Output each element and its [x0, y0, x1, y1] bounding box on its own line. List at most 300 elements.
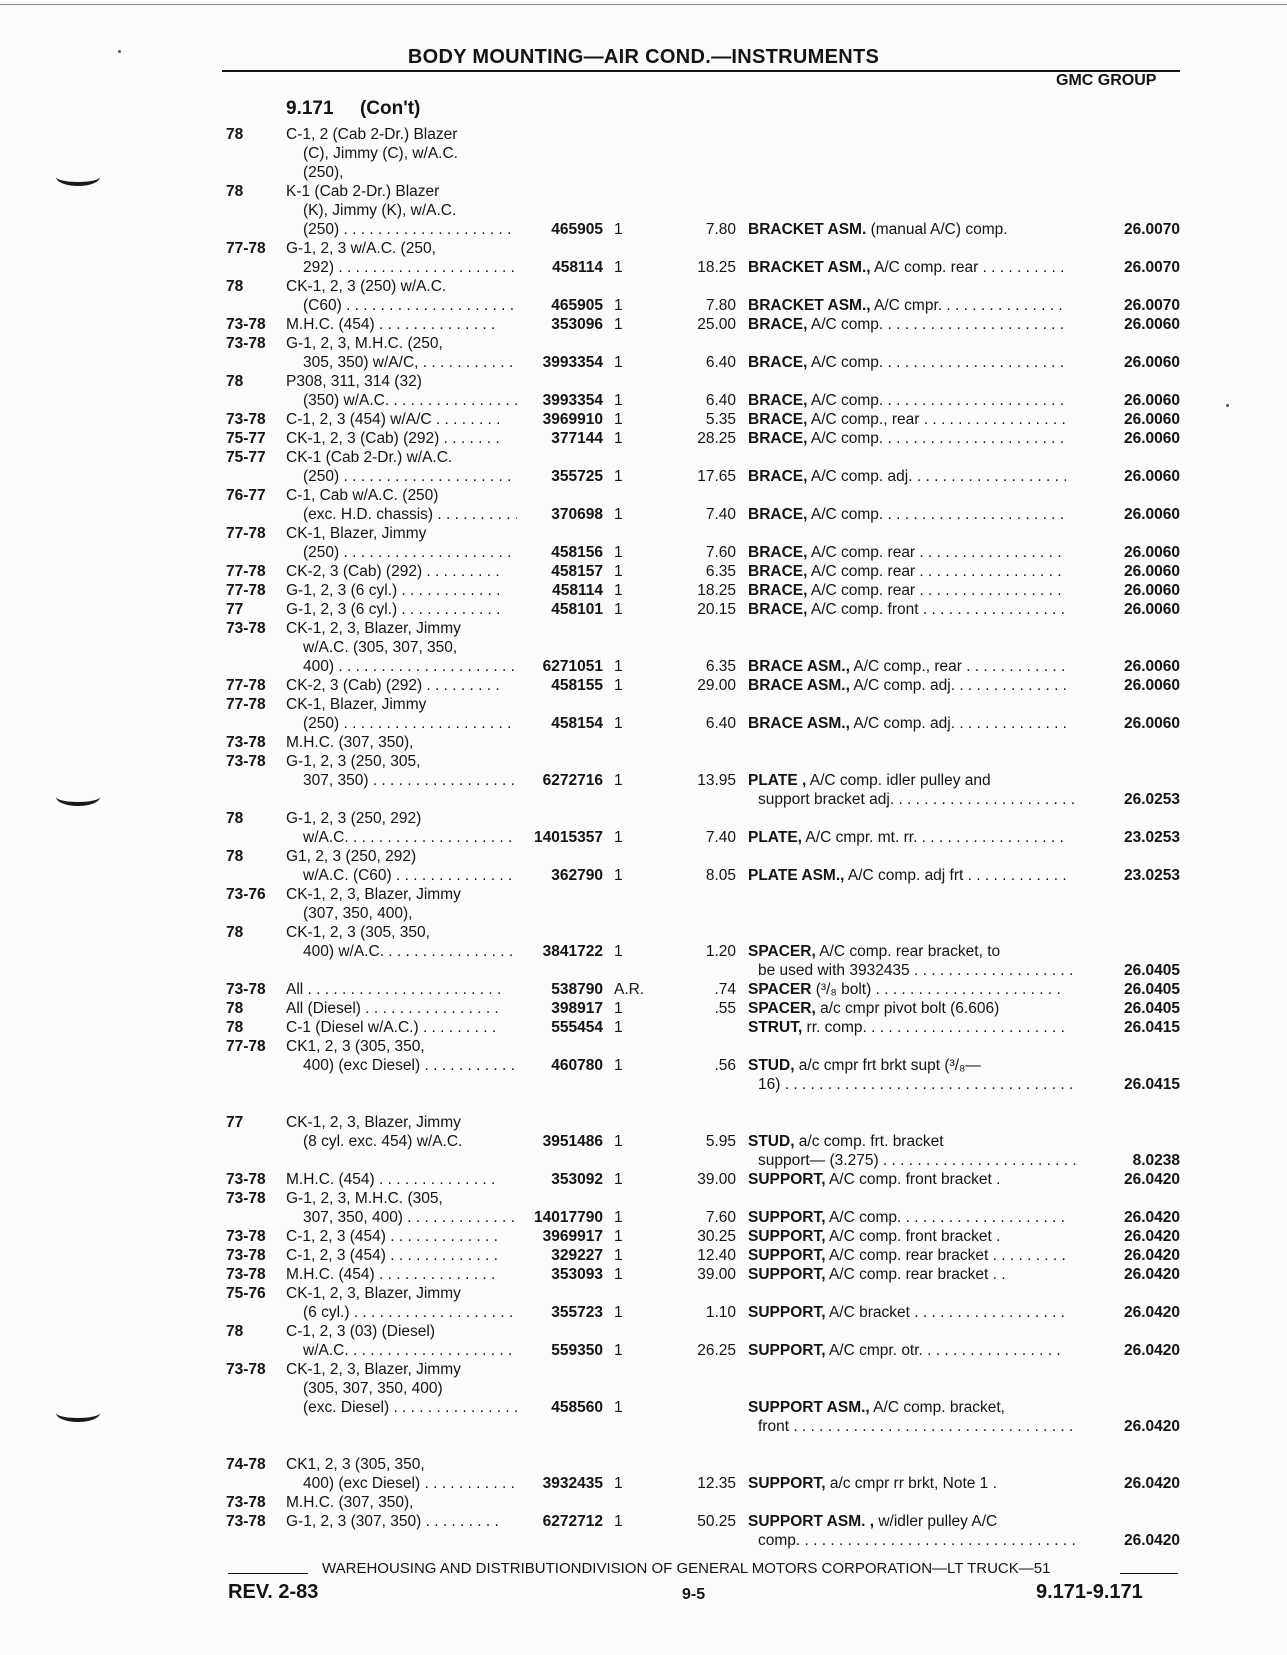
table-row — [0, 524, 1287, 543]
description — [748, 1474, 1066, 1493]
price: 7.80 — [705, 221, 736, 238]
price: 50.25 — [697, 1513, 736, 1530]
part-name: STRUT, — [748, 1019, 803, 1036]
quantity: 1 — [614, 943, 623, 960]
part-name: PLATE , — [748, 772, 807, 789]
description — [748, 1227, 1066, 1246]
price: 17.65 — [697, 468, 736, 485]
part-description: support bracket adj. — [758, 791, 895, 808]
application: CK-2, 3 (Cab) (292) . . . — [286, 562, 500, 581]
application: All (Diesel) . . . — [286, 999, 500, 1018]
model-year: 77-78 — [226, 582, 266, 599]
group-number: 26.0415 — [1123, 1019, 1180, 1036]
model-year: 73-78 — [226, 316, 266, 333]
part-description: A/C comp. rear — [807, 582, 916, 599]
parts-list — [0, 125, 1287, 1550]
description — [748, 258, 1066, 277]
table-row — [0, 714, 1287, 733]
quantity: 1 — [614, 430, 623, 447]
application: 307, 350) . . . — [286, 771, 517, 790]
application: M.H.C. (307, 350), — [286, 734, 414, 751]
revision-label: REV. 2-83 — [228, 1581, 319, 1603]
part-description: comp. — [758, 1532, 801, 1549]
model-year: 73-78 — [226, 411, 266, 428]
table-row — [0, 258, 1287, 277]
application: (307, 350, 400), — [303, 905, 413, 922]
part-number: 559350 — [551, 1342, 603, 1359]
table-row — [0, 980, 1287, 999]
model-year: 77-78 — [226, 525, 266, 542]
part-number: 458157 — [551, 563, 603, 580]
part-description: a/c cmpr pivot bolt (6.606) — [815, 1000, 1000, 1017]
table-row — [0, 676, 1287, 695]
price: 1.20 — [705, 943, 736, 960]
quantity: 1 — [614, 658, 623, 675]
model-year: 73-78 — [226, 1171, 266, 1188]
price: 29.00 — [697, 677, 736, 694]
part-description: A/C comp. rear — [870, 259, 979, 276]
model-year: 73-78 — [226, 1247, 266, 1264]
application: G-1, 2, 3 (6 cyl.) . . . — [286, 600, 500, 619]
part-name: SPACER, — [748, 1000, 816, 1017]
application: (305, 307, 350, 400) — [303, 1380, 443, 1397]
group-number: 26.0060 — [1123, 677, 1180, 694]
part-name: BRACE, — [748, 354, 808, 371]
price: 5.35 — [705, 411, 736, 428]
table-row — [0, 1075, 1287, 1094]
part-number: 355725 — [551, 468, 603, 485]
table-row — [0, 942, 1287, 961]
group-number: 26.0060 — [1123, 354, 1180, 371]
part-description: A/C comp. adj frt — [844, 867, 964, 884]
table-row — [0, 847, 1287, 866]
table-row — [0, 1284, 1287, 1303]
group-number: 26.0420 — [1123, 1247, 1180, 1264]
part-description: A/C comp. front — [807, 601, 919, 618]
application: CK-1, 2, 3, Blazer, Jimmy — [286, 620, 461, 637]
application: G-1, 2, 3, M.H.C. (305, — [286, 1190, 443, 1207]
application: (6 cyl.) . . . — [286, 1303, 517, 1322]
model-year: 77-78 — [226, 677, 266, 694]
table-row — [0, 1379, 1287, 1398]
table-row — [0, 828, 1287, 847]
section-range: 9.171-9.171 — [1036, 1581, 1143, 1603]
model-year: 73-78 — [226, 753, 266, 770]
application: (250) . . . — [286, 220, 517, 239]
description — [748, 999, 1066, 1018]
part-number: 355723 — [551, 1304, 603, 1321]
description — [748, 1208, 1066, 1227]
application: (exc. H.D. chassis) . . . — [286, 505, 517, 524]
model-year: 73-78 — [226, 1266, 266, 1283]
application: (K), Jimmy (K), w/A.C. — [303, 202, 457, 219]
description — [748, 771, 1066, 790]
part-description: A/C comp. bracket, — [869, 1399, 1005, 1416]
table-row — [0, 277, 1287, 296]
table-row — [0, 1037, 1287, 1056]
group-number: 26.0420 — [1123, 1228, 1180, 1245]
footer-text: WAREHOUSING AND DISTRIBUTIONDIVISION OF GENERAL MOTORS CORPORATION—LT TRUCK—51 — [322, 1560, 1051, 1577]
application: CK-1, Blazer, Jimmy — [286, 525, 427, 542]
table-row — [0, 866, 1287, 885]
table-row — [0, 638, 1287, 657]
quantity: 1 — [614, 1209, 623, 1226]
part-name: BRACE, — [748, 468, 808, 485]
part-number: 3993354 — [542, 354, 603, 371]
description — [748, 600, 1066, 619]
scan-top-edge — [0, 4, 1287, 5]
table-row — [0, 467, 1287, 486]
page-number: 9-5 — [682, 1586, 706, 1603]
model-year: 78 — [226, 1000, 244, 1017]
quantity: 1 — [614, 1247, 623, 1264]
quantity: A.R. — [614, 981, 645, 998]
group-number: 26.0405 — [1123, 981, 1180, 998]
group-number: 26.0070 — [1123, 259, 1180, 276]
part-description: A/C comp. idler pulley and — [806, 772, 991, 789]
description — [748, 714, 1066, 733]
application: 307, 350, 400) . . . — [286, 1208, 517, 1227]
quantity: 1 — [614, 1171, 623, 1188]
part-number: 370698 — [551, 506, 603, 523]
table-row — [0, 923, 1287, 942]
page-title: BODY MOUNTING—AIR COND.—INSTRUMENTS — [407, 46, 880, 68]
group-number: 26.0060 — [1123, 563, 1180, 580]
part-name: BRACE, — [748, 506, 808, 523]
quantity: 1 — [614, 1342, 623, 1359]
table-row — [0, 733, 1287, 752]
table-row — [0, 1151, 1287, 1170]
part-description: A/C cmpr. otr. — [825, 1342, 923, 1359]
table-row — [0, 1113, 1287, 1132]
application: CK-1, 2, 3 (305, 350, — [286, 924, 430, 941]
group-number: 26.0420 — [1123, 1171, 1180, 1188]
description — [748, 543, 1066, 562]
application: CK-1, 2, 3, Blazer, Jimmy — [286, 886, 461, 903]
table-row — [0, 1417, 1287, 1436]
part-name: SUPPORT, — [748, 1247, 826, 1264]
table-row — [0, 201, 1287, 220]
group-number: 8.0238 — [1132, 1152, 1180, 1169]
application: 400) (exc Diesel) . . . — [286, 1474, 517, 1493]
part-number: 353092 — [551, 1171, 603, 1188]
model-year: 78 — [226, 278, 244, 295]
table-row — [0, 543, 1287, 562]
part-number: 353096 — [551, 316, 603, 333]
group-number: 26.0420 — [1123, 1304, 1180, 1321]
part-number: 3951486 — [542, 1133, 603, 1150]
price: 25.00 — [697, 316, 736, 333]
description — [748, 315, 1066, 334]
model-year: 78 — [226, 810, 244, 827]
part-name: BRACE, — [748, 392, 808, 409]
price: 18.25 — [697, 582, 736, 599]
group-label: GMC GROUP — [1056, 72, 1157, 89]
price: 12.35 — [697, 1475, 736, 1492]
description — [748, 1417, 1076, 1436]
application: CK-1 (Cab 2-Dr.) w/A.C. — [286, 449, 453, 466]
group-number: 26.0060 — [1123, 506, 1180, 523]
description — [748, 1512, 1066, 1531]
part-description: A/C bracket — [825, 1304, 910, 1321]
part-description: A/C comp. adj. — [849, 715, 956, 732]
application: 400) w/A.C. . . . — [286, 942, 517, 961]
price: 12.40 — [697, 1247, 736, 1264]
price: 26.25 — [697, 1342, 736, 1359]
model-year: 77-78 — [226, 1038, 266, 1055]
table-row — [0, 1360, 1287, 1379]
price: .55 — [714, 1000, 736, 1017]
application: C-1, Cab w/A.C. (250) — [286, 487, 439, 504]
application: CK-2, 3 (Cab) (292) . . . — [286, 676, 500, 695]
part-description: A/C comp. — [825, 1209, 902, 1226]
table-row — [0, 904, 1287, 923]
group-number: 26.0405 — [1123, 1000, 1180, 1017]
table-row — [0, 1227, 1287, 1246]
table-row — [0, 1265, 1287, 1284]
quantity: 1 — [614, 354, 623, 371]
price: 1.10 — [705, 1304, 736, 1321]
part-name: SUPPORT ASM., — [748, 1399, 870, 1416]
table-row — [0, 353, 1287, 372]
table-row — [0, 809, 1287, 828]
price: .74 — [714, 981, 736, 998]
model-year: 78 — [226, 373, 244, 390]
model-year: 78 — [226, 126, 244, 143]
part-number: 3841722 — [542, 943, 603, 960]
application: CK1, 2, 3 (305, 350, — [286, 1038, 425, 1055]
model-year: 73-78 — [226, 1228, 266, 1245]
part-name: STUD, — [748, 1057, 795, 1074]
title-rule — [222, 70, 1180, 72]
application: 305, 350) w/A/C, . . . — [286, 353, 517, 372]
quantity: 1 — [614, 1057, 623, 1074]
price: 7.40 — [705, 829, 736, 846]
price: 6.40 — [705, 354, 736, 371]
quantity: 1 — [614, 544, 623, 561]
quantity: 1 — [614, 1019, 623, 1036]
part-description: a/c comp. frt. bracket — [794, 1133, 944, 1150]
description — [748, 828, 1066, 847]
part-description: A/C comp. — [807, 392, 884, 409]
part-name: SUPPORT, — [748, 1228, 826, 1245]
group-number: 26.0415 — [1123, 1076, 1180, 1093]
group-number: 26.0420 — [1123, 1475, 1180, 1492]
quantity: 1 — [614, 1266, 623, 1283]
description — [748, 790, 1076, 809]
price: 6.40 — [705, 392, 736, 409]
description — [748, 1303, 1066, 1322]
table-row — [0, 391, 1287, 410]
table-row — [0, 657, 1287, 676]
part-description: (³/₈ bolt) — [811, 981, 872, 998]
part-description: A/C comp. rear bracket, to — [815, 943, 1001, 960]
table-row — [0, 600, 1287, 619]
application: (8 cyl. exc. 454) w/A.C. — [303, 1133, 463, 1150]
application: CK1, 2, 3 (305, 350, — [286, 1456, 425, 1473]
table-row — [0, 239, 1287, 258]
table-row — [0, 505, 1287, 524]
group-number: 26.0060 — [1123, 544, 1180, 561]
quantity: 1 — [614, 715, 623, 732]
part-number: 3969917 — [542, 1228, 603, 1245]
description — [748, 1170, 1066, 1189]
table-row — [0, 448, 1287, 467]
price: 7.60 — [705, 544, 736, 561]
application: (exc. Diesel) . . . — [286, 1398, 517, 1417]
part-description: be used with 3932435 — [758, 962, 910, 979]
part-description: A/C comp. adj. — [849, 677, 956, 694]
description — [748, 1531, 1076, 1550]
application: (350) w/A.C. . . . — [286, 391, 517, 410]
application: w/A.C. . . . — [286, 828, 517, 847]
description — [748, 1056, 1066, 1075]
table-row — [0, 1455, 1287, 1474]
part-number: 6272716 — [542, 772, 603, 789]
application: w/A.C. . . . — [286, 1341, 517, 1360]
quantity: 1 — [614, 1133, 623, 1150]
model-year: 74-78 — [226, 1456, 266, 1473]
part-name: SUPPORT, — [748, 1304, 826, 1321]
part-number: 377144 — [551, 430, 603, 447]
application: (C), Jimmy (C), w/A.C. — [303, 145, 458, 162]
table-row — [0, 1056, 1287, 1075]
price: 18.25 — [697, 259, 736, 276]
footer-rule-left — [228, 1573, 308, 1574]
table-row — [0, 163, 1287, 182]
price: 7.80 — [705, 297, 736, 314]
part-name: BRACKET ASM. — [748, 221, 867, 238]
description — [748, 676, 1066, 695]
part-description: A/C comp. adj. — [807, 468, 913, 485]
quantity: 1 — [614, 829, 623, 846]
part-name: BRACE ASM., — [748, 658, 850, 675]
part-description: A/C comp., rear — [849, 658, 962, 675]
model-year: 78 — [226, 848, 244, 865]
table-row — [0, 1341, 1287, 1360]
application: P308, 311, 314 (32) — [286, 373, 422, 390]
table-row — [0, 315, 1287, 334]
group-number: 23.0253 — [1123, 867, 1180, 884]
model-year: 73-78 — [226, 1513, 266, 1530]
application: CK-1, 2, 3, Blazer, Jimmy — [286, 1114, 461, 1131]
description — [748, 581, 1066, 600]
model-year: 77 — [226, 601, 244, 618]
price: 7.40 — [705, 506, 736, 523]
description — [748, 1075, 1076, 1094]
table-row — [0, 1018, 1287, 1037]
part-name: BRACE, — [748, 601, 808, 618]
application: (250) . . . — [286, 714, 517, 733]
application: M.H.C. (307, 350), — [286, 1494, 414, 1511]
table-row — [0, 790, 1287, 809]
part-description: A/C comp. front bracket . — [825, 1228, 1001, 1245]
description — [748, 467, 1066, 486]
table-row — [0, 486, 1287, 505]
table-row — [0, 1531, 1287, 1550]
part-name: SUPPORT, — [748, 1266, 826, 1283]
model-year: 73-78 — [226, 620, 266, 637]
part-name: BRACE, — [748, 563, 808, 580]
table-row — [0, 1436, 1287, 1455]
application: (250), — [303, 164, 344, 181]
part-number: 14015357 — [534, 829, 603, 846]
part-number: 465905 — [551, 297, 603, 314]
part-description: A/C comp. — [807, 430, 884, 447]
part-name: STUD, — [748, 1133, 795, 1150]
price: 28.25 — [697, 430, 736, 447]
application: G-1, 2, 3 (6 cyl.) . . . — [286, 581, 500, 600]
quantity: 1 — [614, 1513, 623, 1530]
quantity: 1 — [614, 772, 623, 789]
application: w/A.C. (C60) . . . — [286, 866, 517, 885]
quantity: 1 — [614, 1399, 623, 1416]
table-row — [0, 1303, 1287, 1322]
quantity: 1 — [614, 316, 623, 333]
description — [748, 961, 1076, 980]
table-row — [0, 220, 1287, 239]
table-row — [0, 1246, 1287, 1265]
group-number: 23.0253 — [1123, 829, 1180, 846]
part-name: BRACE ASM., — [748, 715, 850, 732]
description — [748, 1151, 1076, 1170]
table-row — [0, 372, 1287, 391]
part-number: 458101 — [551, 601, 603, 618]
part-description: A/C cmpr. — [870, 297, 943, 314]
price: 30.25 — [697, 1228, 736, 1245]
model-year: 78 — [226, 1323, 244, 1340]
application: C-1, 2 (Cab 2-Dr.) Blazer — [286, 126, 458, 143]
part-name: BRACKET ASM., — [748, 259, 871, 276]
application: M.H.C. (454) . . . — [286, 1170, 500, 1189]
model-year: 75-77 — [226, 449, 266, 466]
application: G-1, 2, 3 w/A.C. (250, — [286, 240, 436, 257]
part-name: BRACE ASM., — [748, 677, 850, 694]
model-year: 78 — [226, 1019, 244, 1036]
part-description: a/c cmpr rr brkt, Note 1 . — [825, 1475, 997, 1492]
application: G-1, 2, 3 (250, 305, — [286, 753, 421, 770]
table-row — [0, 1189, 1287, 1208]
application: G-1, 2, 3 (250, 292) — [286, 810, 422, 827]
application: K-1 (Cab 2-Dr.) Blazer — [286, 183, 440, 200]
part-description: w/idler pulley A/C — [874, 1513, 998, 1530]
part-number: 6271051 — [542, 658, 603, 675]
model-year: 77-78 — [226, 696, 266, 713]
application: C-1, 2, 3 (454) . . . — [286, 1246, 500, 1265]
model-year: 73-78 — [226, 1494, 266, 1511]
application: M.H.C. (454) . . . — [286, 1265, 500, 1284]
description — [748, 410, 1066, 429]
part-number: 362790 — [551, 867, 603, 884]
part-name: PLATE, — [748, 829, 802, 846]
table-row — [0, 1094, 1287, 1113]
part-name: SPACER, — [748, 943, 816, 960]
quantity: 1 — [614, 259, 623, 276]
table-row — [0, 562, 1287, 581]
part-name: BRACE, — [748, 544, 808, 561]
part-number: 329227 — [551, 1247, 603, 1264]
table-row — [0, 885, 1287, 904]
quantity: 1 — [614, 677, 623, 694]
application: CK-1, 2, 3, Blazer, Jimmy — [286, 1285, 461, 1302]
table-row — [0, 144, 1287, 163]
application: w/A.C. (305, 307, 350, — [303, 639, 458, 656]
table-row — [0, 429, 1287, 448]
price: 5.95 — [705, 1133, 736, 1150]
application: All . . . — [286, 980, 500, 999]
quantity: 1 — [614, 506, 623, 523]
group-number: 26.0060 — [1123, 411, 1180, 428]
